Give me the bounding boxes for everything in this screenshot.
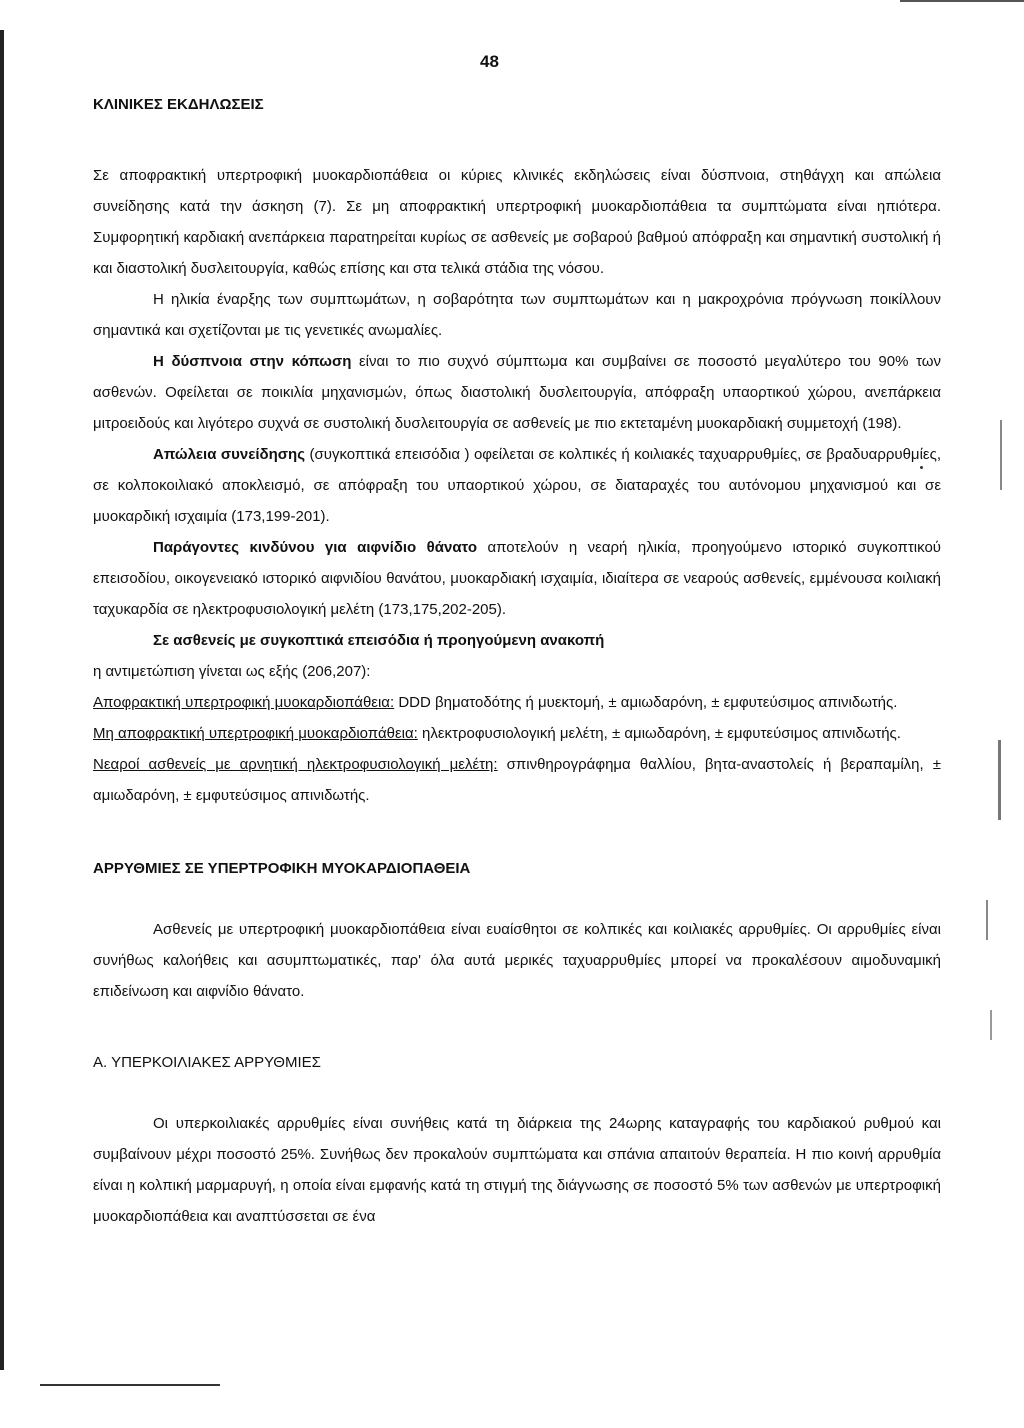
risk-factors-lead: Παράγοντες κινδύνου για αιφνίδιο θάνατο	[153, 539, 477, 556]
treatment-label: Αποφρακτική υπερτροφική μυοκαρδιοπάθεια:	[93, 694, 395, 711]
paragraph-dyspnea	[93, 346, 941, 439]
treatment-label: Νεαροί ασθενείς με αρνητική ηλεκτροφυσιολογική μελέτη:	[93, 756, 498, 773]
treatment-item	[93, 687, 941, 718]
section-heading-supraventricular: Α. ΥΠΕΡΚΟΙΛΙΑΚΕΣ ΑΡΡΥΘΜΙΕΣ	[93, 1054, 321, 1071]
treatment-text: σπινθηρογράφημα θαλλίου, βητα-αναστολείς ή βεραπαμίλη, ± αμιωδαρόνη, ± εμφυτεύσιμος απινιδωτής.	[93, 756, 941, 804]
scan-binding-edge	[0, 30, 4, 1370]
syncope-text: (συγκοπτικά επεισόδια ) οφείλεται σε κολπικές ή κοιλιακές ταχυαρρυθμίες, σε βραδυαρρυθμίες, σε κολποκοιλιακό αποκλεισμό, σε απόφραξη του υπαορτικού χώρου, σε διαταραχές του αυτόνομου μηχανισμού και σε μυοκαρδική ισχαιμία (173,199-201).	[93, 446, 941, 525]
paragraph-arrhythmias: Ασθενείς με υπερτροφική μυοκαρδιοπάθεια είναι ευαίσθητοι σε κολπικές και κοιλιακές αρρυθμίες. Οι αρρυθμίες είναι συνήθως καλοήθεις και ασυμπτωματικές, παρ' όλα αυτά μερικές ταχυαρρυθμίες μπορεί να προκαλέσουν αιμοδυναμική επιδείνωση και αιφνίδιο θάνατο.	[93, 921, 941, 1000]
section-heading-clinical: ΚΛΙΝΙΚΕΣ ΕΚΔΗΛΩΣΕΙΣ	[93, 96, 264, 113]
management-lead: Σε ασθενείς με συγκοπτικά επεισόδια ή προηγούμενη ανακοπή	[153, 632, 605, 649]
scan-artifact	[1000, 420, 1002, 490]
treatment-label: Μη αποφρακτική υπερτροφική μυοκαρδιοπάθεια:	[93, 725, 418, 742]
scan-edge-top	[900, 0, 1024, 2]
paragraph-management-lead	[93, 625, 941, 656]
syncope-lead: Απώλεια συνείδησης	[153, 446, 306, 463]
paragraph-management-text: η αντιμετώπιση γίνεται ως εξής (206,207):	[93, 663, 371, 680]
section-heading-arrhythmias: ΑΡΡΥΘΜΙΕΣ ΣΕ ΥΠΕΡΤΡΟΦΙΚΗ ΜΥΟΚΑΡΔΙΟΠΑΘΕΙΑ	[93, 860, 471, 877]
dyspnea-text: είναι το πιο συχνό σύμπτωμα και συμβαίνει σε ποσοστό μεγαλύτερο του 90% των ασθενών. Οφείλεται σε ποικιλία μηχανισμών, όπως διαστολική δυσλειτουργία, απόφραξη υπαορτικού χώρου, ανεπάρκεια μιτροειδούς και λιγότερο συχνά σε συστολική δυσλειτουργία σε ασθενείς με πιο εκτεταμένη μυοκαρδιακή συμμετοχή (198).	[93, 353, 941, 432]
paragraph-risk-factors	[93, 532, 941, 625]
treatment-item	[93, 749, 941, 811]
paragraph-onset: Η ηλικία έναρξης των συμπτωμάτων, η σοβαρότητα των συμπτωμάτων και η μακροχρόνια πρόγνωση ποικίλλουν σημαντικά και σχετίζονται με τις γενετικές ανωμαλίες.	[93, 291, 941, 339]
treatment-text: DDD βηματοδότης ή μυεκτομή, ± αμιωδαρόνη, ± εμφυτεύσιμος απινιδωτής.	[394, 694, 898, 711]
paragraph-syncope	[93, 439, 941, 532]
risk-factors-text: αποτελούν η νεαρή ηλικία, προηγούμενο ιστορικό συγκοπτικού επεισοδίου, οικογενειακό ιστορικό αιφνιδίου θανάτου, μυοκαρδιακή ισχαιμία, ιδιαίτερα σε νεαρούς ασθενείς, εμμένουσα κοιλιακή ταχυκαρδία σε ηλεκτροφυσιολογική μελέτη (173,175,202-205).	[93, 539, 941, 618]
scan-artifact	[986, 900, 988, 940]
footnote-rule	[40, 1384, 220, 1386]
scan-artifact	[990, 1010, 992, 1040]
dyspnea-lead: Η δύσπνοια στην κόπωση	[153, 353, 352, 370]
paragraph-symptoms: Σε αποφρακτική υπερτροφική μυοκαρδιοπάθεια οι κύριες κλινικές εκδηλώσεις είναι δύσπνοια, στηθάγχη και απώλεια συνείδησης κατά την άσκηση (7). Σε μη αποφρακτική υπερτροφική μυοκαρδιοπάθεια τα συμπτώματα είναι ηπιότερα. Συμφορητική καρδιακή ανεπάρκεια παρατηρείται κυρίως σε ασθενείς με σοβαρού βαθμού απόφραξη και σημαντική συστολική ή και διαστολική δυσλειτουργία, καθώς επίσης και στα τελικά στάδια της νόσου.	[93, 167, 941, 277]
treatment-item	[93, 718, 941, 749]
page-body	[93, 160, 941, 1232]
page-number: 48	[480, 52, 499, 71]
scan-artifact	[998, 740, 1001, 820]
treatment-text: ηλεκτροφυσιολογική μελέτη, ± αμιωδαρόνη, ± εμφυτεύσιμος απινιδωτής.	[417, 725, 901, 742]
paragraph-supraventricular: Οι υπερκοιλιακές αρρυθμίες είναι συνήθεις κατά τη διάρκεια της 24ωρης καταγραφής του καρδιακού ρυθμού και συμβαίνουν μέχρι ποσοστό 25%. Συνήθως δεν προκαλούν συμπτώματα και σπάνια απαιτούν θεραπεία. Η πιο κοινή αρρυθμία είναι η κολπική μαρμαρυγή, η οποία είναι εμφανής κατά τη στιγμή της διάγνωσης σε ποσοστό 5% των ασθενών με υπερτροφική μυοκαρδιοπάθεια και αναπτύσσεται σε ένα	[93, 1115, 941, 1225]
